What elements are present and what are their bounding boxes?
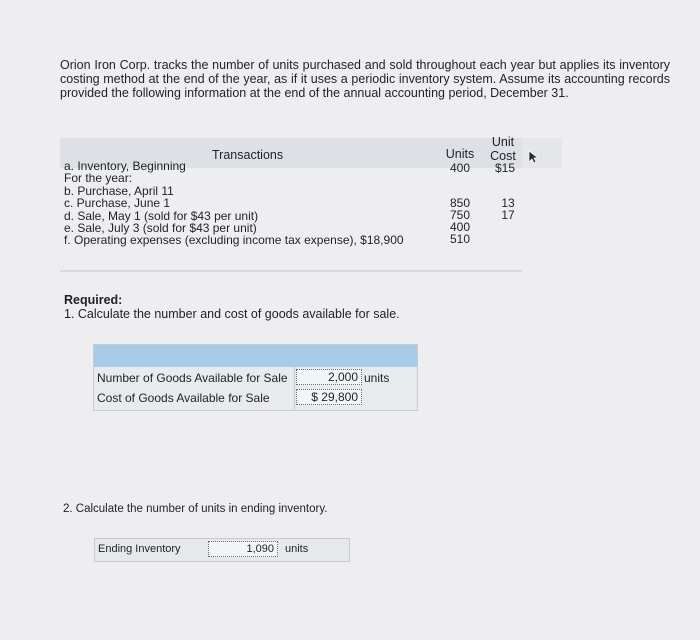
question-2: 2. Calculate the number of units in ending inventory.: [63, 503, 328, 515]
units-value: 750: [449, 208, 471, 222]
transaction-row: d. Sale, May 1 (sold for $43 per unit): [64, 208, 259, 223]
transactions-list: [64, 160, 444, 247]
unit-cost-value: 17: [501, 208, 515, 222]
mouse-cursor-icon: [528, 150, 540, 164]
ending-inventory-row: [94, 538, 350, 562]
units-value: 850: [449, 196, 471, 210]
unit-cost-header-line1: Unit: [491, 135, 515, 149]
transaction-row: c. Purchase, June 1: [64, 196, 171, 211]
number-goods-label: Number of Goods Available for Sale: [97, 371, 288, 385]
unit-cost-value: 13: [501, 196, 515, 210]
required-title: Required:: [64, 293, 123, 307]
cost-goods-label: Cost of Goods Available for Sale: [97, 391, 270, 405]
transaction-row: f. Operating expenses (excluding income tax expense), $18,900: [64, 233, 404, 248]
unit-cost-header-line2: Cost: [490, 149, 516, 163]
units-header: Units: [445, 147, 475, 161]
number-goods-input[interactable]: 2,000: [296, 369, 362, 385]
transaction-row: b. Purchase, April 11: [64, 183, 174, 198]
ending-inventory-label: Ending Inventory: [98, 543, 181, 555]
goods-row-cost: [94, 388, 417, 408]
number-goods-unit: units: [364, 371, 390, 385]
goods-table-header: [94, 345, 417, 367]
problem-intro: Orion Iron Corp. tracks the number of units purchased and sold throughout each year but applies its inventory costing method at the end of the year, as if it uses a periodic inventory system. Assume its accounting records provided the following information at the end of the annual accounting period, December 31.: [60, 58, 670, 100]
transaction-row: a. Inventory, Beginning: [64, 159, 186, 173]
required-section: [64, 293, 400, 321]
goods-available-table: [93, 344, 418, 411]
units-value: 510: [449, 232, 471, 246]
units-value: 400: [449, 161, 471, 175]
transactions-header: Transactions: [212, 148, 284, 162]
unit-cost-value: $15: [494, 161, 516, 175]
units-value: 400: [449, 220, 471, 234]
transaction-row: e. Sale, July 3 (sold for $43 per unit): [64, 221, 257, 236]
cost-goods-input[interactable]: $ 29,800: [296, 389, 362, 405]
ending-inventory-unit: units: [285, 543, 309, 555]
table-divider: [60, 270, 522, 272]
question-1: 1. Calculate the number and cost of goods available for sale.: [64, 307, 400, 321]
transaction-row: For the year:: [64, 171, 133, 186]
goods-row-number: [94, 368, 417, 388]
ending-inventory-input[interactable]: 1,090: [208, 541, 278, 557]
